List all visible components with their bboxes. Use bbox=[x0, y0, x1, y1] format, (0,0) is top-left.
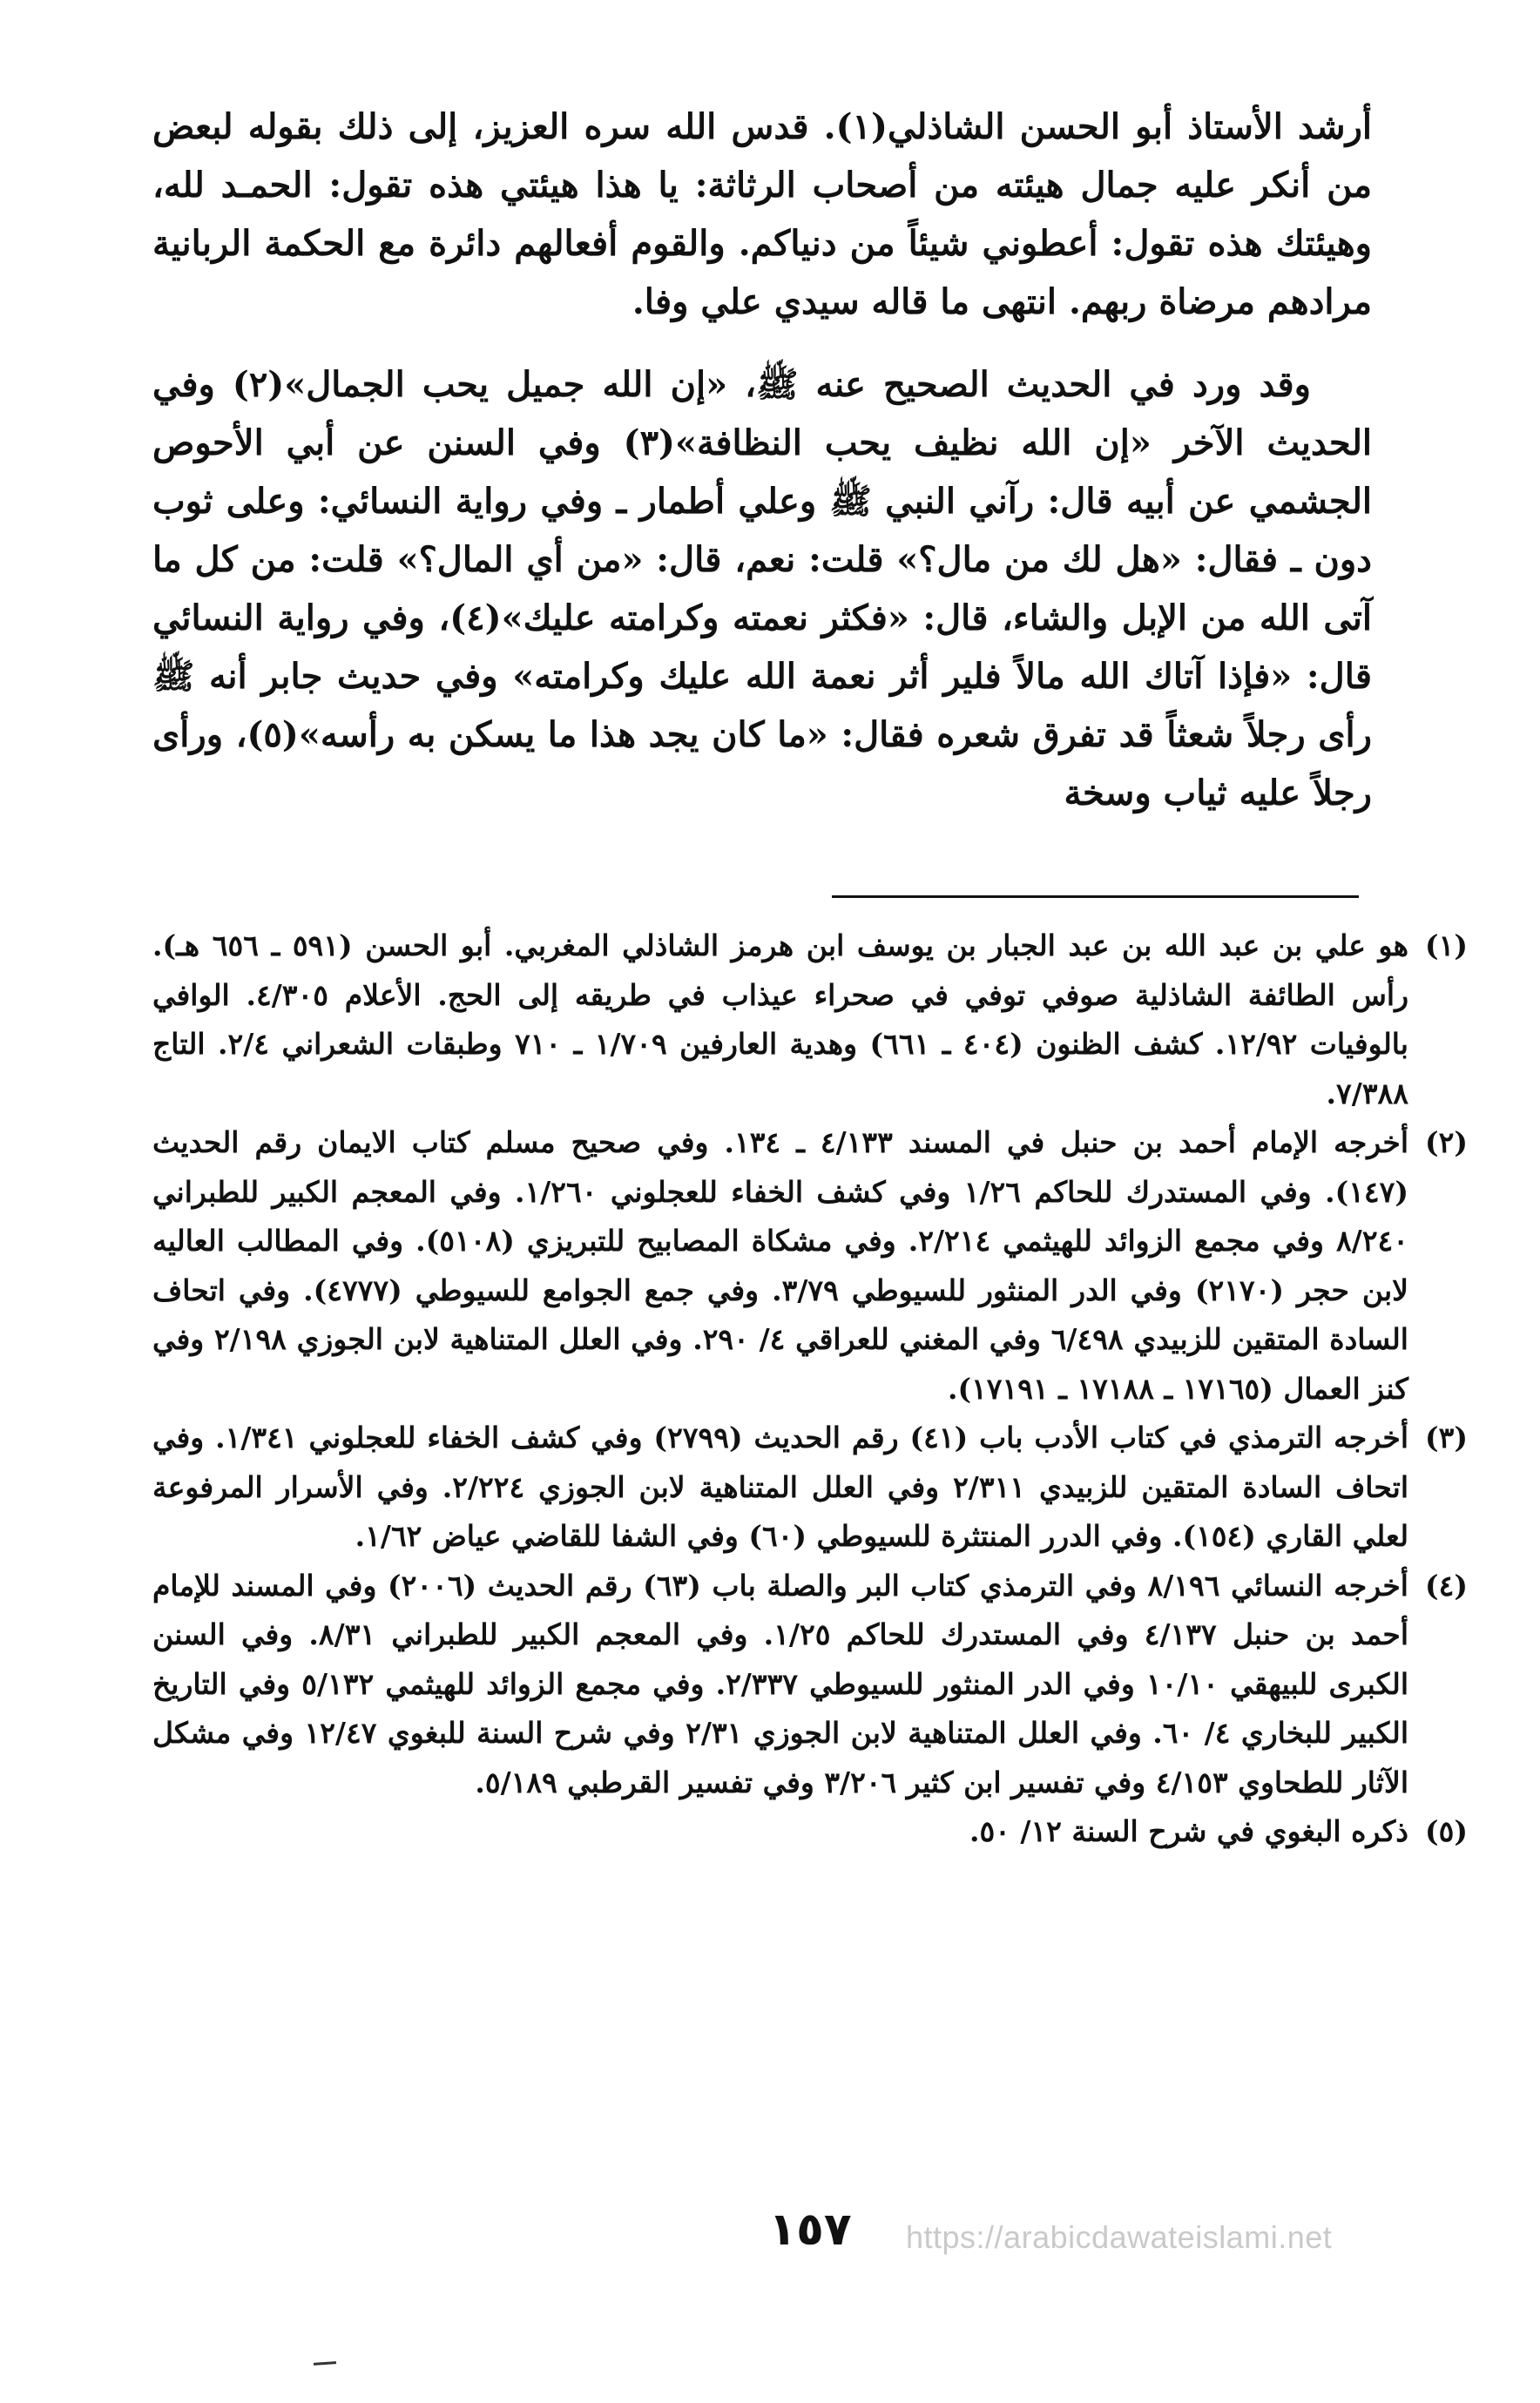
page-number: ١٥٧ bbox=[768, 2204, 852, 2256]
scan-artifact bbox=[314, 2361, 336, 2366]
footnote-number: (٥) bbox=[1425, 1814, 1468, 1848]
footnote-text: أخرجه الترمذي في كتاب الأدب باب (٤١) رقم الحديث (٢٧٩٩) وفي كشف الخفاء للعجلوني ١/٣٤١. وفي اتحاف السادة المتقين للزبيدي ٢/٣١١ وفي العلل المتناهية لابن الجوزي ٢/٢٢٤. وفي الأسرار المرفوعة لعلي القاري (١٥٤). وفي الدرر المنتثرة للسيوطي (٦٠) وفي الشفا للقاضي عياض ١/٦٢. bbox=[152, 1421, 1408, 1553]
footnotes bbox=[152, 921, 1468, 1857]
footnote-separator bbox=[832, 895, 1359, 898]
footnote-3 bbox=[152, 1414, 1468, 1562]
footnote-text: هو علي بن عبد الله بن عبد الجبار بن يوسف ابن هرمز الشاذلي المغربي. أبو الحسن (٥٩١ ـ ٦٥٦ هـ). رأس الطائفة الشاذلية صوفي توفي في صحراء عيذاب في طريقه إلى الحج. الأعلام ٤/٣٠٥. الوافي بالوفيات ١٢/٩٢. كشف الظنون (٤٠٤ ـ ٦٦١) وهدية العارفين ١/٧٠٩ ـ ٧١٠ وطبقات الشعراني ٢/٤. التاج ٧/٣٨٨. bbox=[152, 928, 1409, 1110]
footnote-4 bbox=[152, 1562, 1468, 1808]
footnote-2 bbox=[152, 1118, 1468, 1414]
footnote-5 bbox=[152, 1807, 1468, 1857]
footnote-number: (١) bbox=[1425, 928, 1468, 962]
footnote-number: (٤) bbox=[1425, 1568, 1468, 1603]
paragraph-1: أرشد الأستاذ أبو الحسن الشاذلي(١). قدس الله سره العزيز، إلى ذلك بقوله لبعض من أنكر عليه جمال هيئته من أصحاب الرثاثة: يا هذا هيئتي هذه تقول: الحمـد لله، وهيئتك هذه تقول: أعطوني شيئاً من دنياكم. والقوم أفعالهم دائرة مع الحكمة الربانية مرادهم مرضاة ربهم. انتهى ما قاله سيدي علي وفا. bbox=[152, 106, 1372, 322]
paragraph-2: وقد ورد في الحديث الصحيح عنه ﷺ، «إن الله جميل يحب الجمال»(٢) وفي الحديث الآخر «إن الله نظيف يحب النظافة»(٣) وفي السنن عن أبي الأحوص الجشمي عن أبيه قال: رآني النبي ﷺ وعلي أطمار ـ وفي رواية النسائي: وعلى ثوب دون ـ فقال: «هل لك من مال؟» قلت: نعم، قال: «من أي المال؟» قلت: من كل ما آتى الله من الإبل والشاء، قال: «فكثر نعمته وكرامته عليك»(٤)، وفي رواية النسائي قال: «فإذا آتاك الله مالاً فلير أثر نعمة الله عليك وكرامته» وفي حديث جابر أنه ﷺ رأى رجلاً شعثاً قد تفرق شعره فقال: «ما كان يجد هذا ما يسكن به رأسه»(٥)، ورأى رجلاً عليه ثياب وسخة bbox=[152, 364, 1373, 813]
watermark-url: https://arabicdawateislami.net bbox=[906, 2219, 1333, 2255]
main-text bbox=[152, 98, 1372, 822]
footnote-1 bbox=[152, 921, 1468, 1118]
footnote-number: (٣) bbox=[1425, 1421, 1468, 1455]
footnote-text: أخرجه الإمام أحمد بن حنبل في المسند ٤/١٣٣ ـ ١٣٤. وفي صحيح مسلم كتاب الايمان رقم الحديث (١٤٧). وفي المستدرك للحاكم ١/٢٦ وفي كشف الخفاء للعجلوني ١/٢٦٠. وفي المعجم الكبير للطبراني ٨/٢٤٠ وفي مجمع الزوائد للهيثمي ٢/٢١٤. وفي مشكاة المصابيح للتبريزي (٥١٠٨). وفي المطالب العاليه لابن حجر (٢١٧٠) وفي الدر المنثور للسيوطي ٣/٧٩. وفي جمع الجوامع للسيوطي (٤٧٧٧). وفي اتحاف السادة المتقين للزبيدي ٦/٤٩٨ وفي المغني للعراقي ٤/ ٢٩٠. وفي العلل المتناهية لابن الجوزي ٢/١٩٨ وفي كنز العمال (١٧١٦٥ ـ ١٧١٨٨ ـ ١٧١٩١). bbox=[152, 1125, 1408, 1406]
footnote-text: أخرجه النسائي ٨/١٩٦ وفي الترمذي كتاب البر والصلة باب (٦٣) رقم الحديث (٢٠٠٦) وفي المسند للإمام أحمد بن حنبل ٤/١٣٧ وفي المستدرك للحاكم ١/٢٥. وفي المعجم الكبير للطبراني ٨/٣١. وفي السنن الكبرى للبيهقي ١٠/١٠ وفي الدر المنثور للسيوطي ٢/٣٣٧. وفي مجمع الزوائد للهيثمي ٥/١٣٢ وفي التاريخ الكبير للبخاري ٤/ ٦٠. وفي العلل المتناهية لابن الجوزي ٢/٣١ وفي شرح السنة للبغوي ١٢/٤٧ وفي مشكل الآثار للطحاوي ٤/١٥٣ وفي تفسير ابن كثير ٣/٢٠٦ وفي تفسير القرطبي ٥/١٨٩. bbox=[152, 1568, 1408, 1799]
footnote-number: (٢) bbox=[1425, 1125, 1468, 1159]
footnote-text: ذكره البغوي في شرح السنة ١٢/ ٥٠. bbox=[969, 1814, 1408, 1848]
